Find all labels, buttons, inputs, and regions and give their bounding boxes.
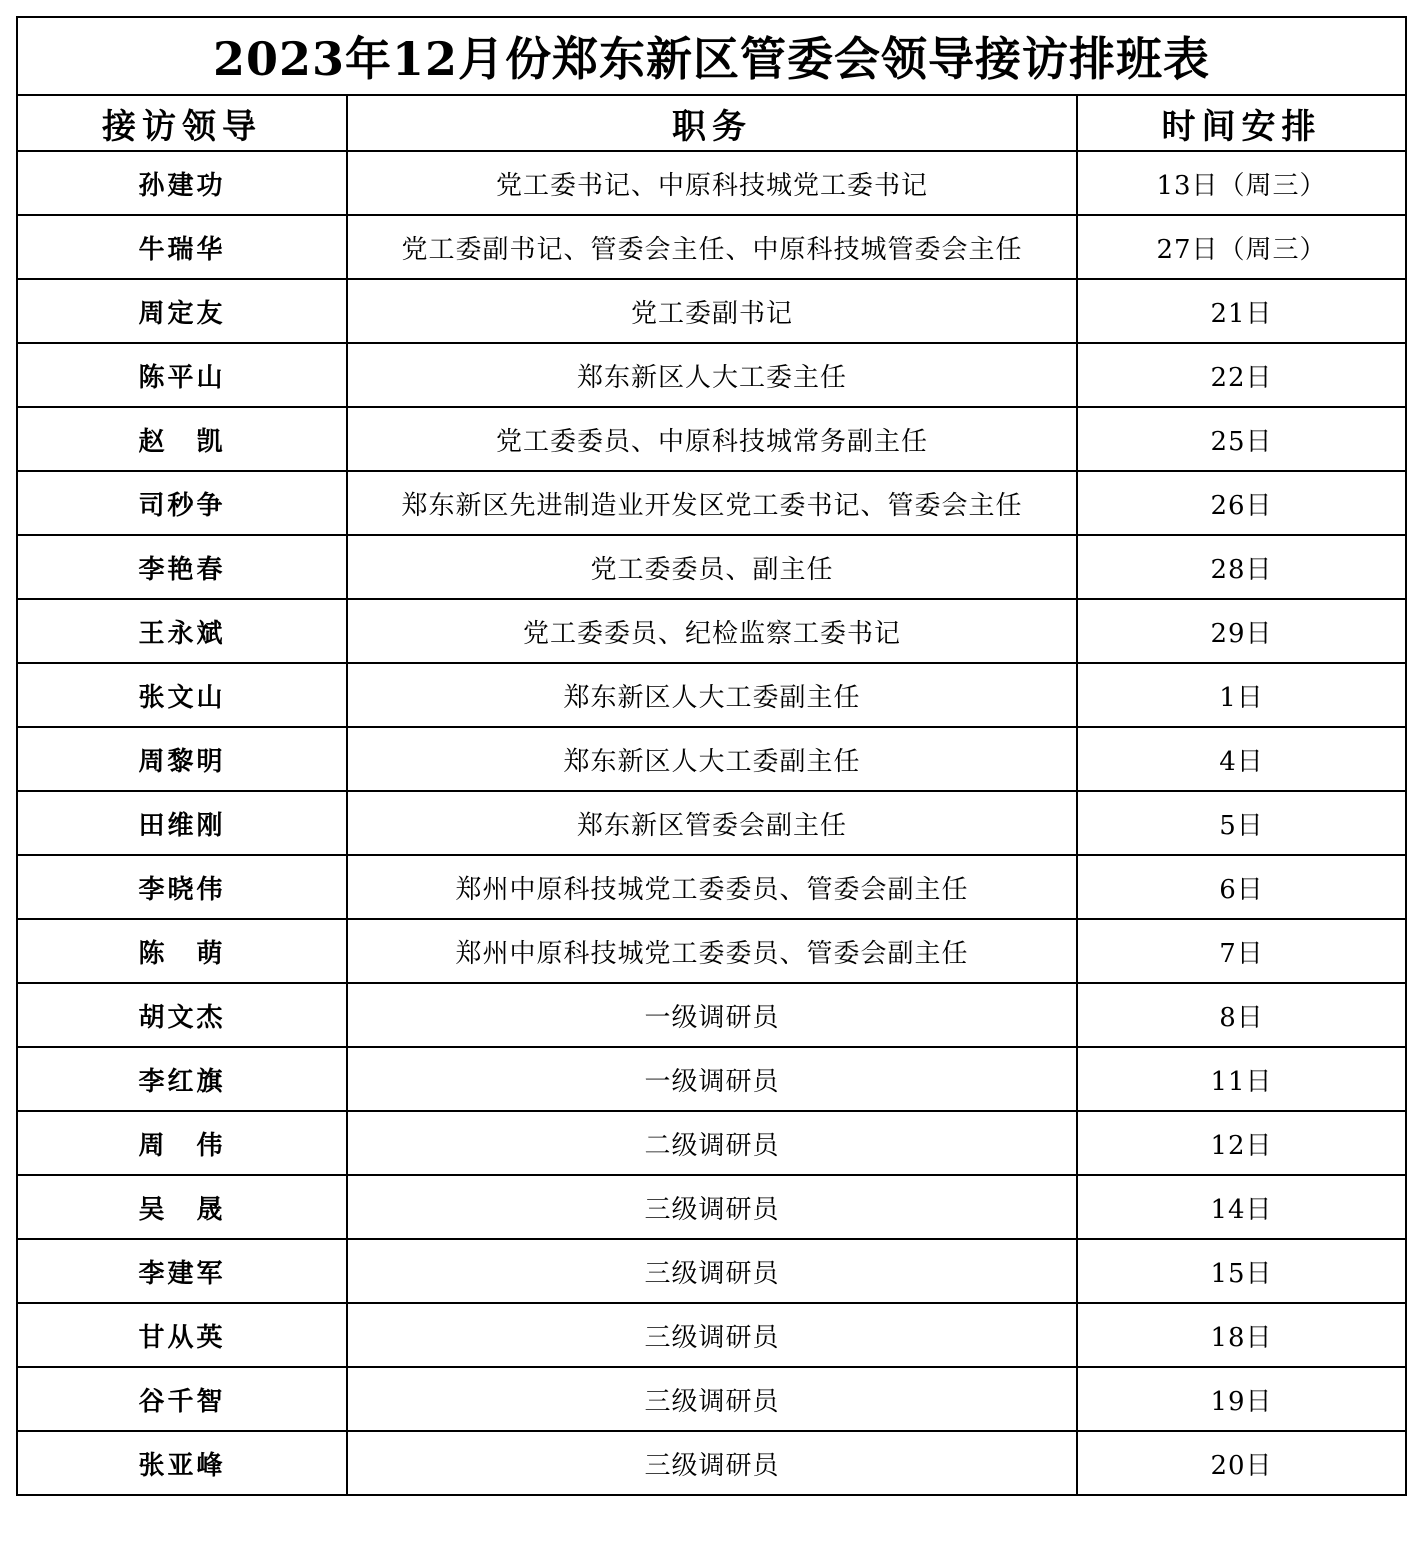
- leader-name-cell: 李建军: [17, 1239, 347, 1303]
- table-body: [17, 151, 1406, 1495]
- leader-name-cell: 周 伟: [17, 1111, 347, 1175]
- schedule-date-cell: 19日: [1077, 1367, 1406, 1431]
- table-row: [17, 1303, 1406, 1367]
- table-row: [17, 1239, 1406, 1303]
- position-cell: 三级调研员: [347, 1367, 1077, 1431]
- position-cell: 郑东新区管委会副主任: [347, 791, 1077, 855]
- leader-name-cell: 张文山: [17, 663, 347, 727]
- column-header-schedule: 时间安排: [1077, 95, 1406, 151]
- table-row: [17, 1367, 1406, 1431]
- position-cell: 二级调研员: [347, 1111, 1077, 1175]
- leader-name-cell: 李艳春: [17, 535, 347, 599]
- table-row: [17, 1111, 1406, 1175]
- position-cell: 郑东新区人大工委主任: [347, 343, 1077, 407]
- schedule-date-cell: 5日: [1077, 791, 1406, 855]
- position-cell: 党工委委员、中原科技城常务副主任: [347, 407, 1077, 471]
- schedule-date-cell: 18日: [1077, 1303, 1406, 1367]
- position-cell: 三级调研员: [347, 1239, 1077, 1303]
- table-row: [17, 535, 1406, 599]
- schedule-date-cell: 26日: [1077, 471, 1406, 535]
- position-cell: 三级调研员: [347, 1431, 1077, 1495]
- schedule-date-cell: 20日: [1077, 1431, 1406, 1495]
- schedule-date-cell: 7日: [1077, 919, 1406, 983]
- title-row: [17, 17, 1406, 95]
- leader-name-cell: 李晓伟: [17, 855, 347, 919]
- table-row: [17, 407, 1406, 471]
- position-cell: 党工委委员、纪检监察工委书记: [347, 599, 1077, 663]
- position-cell: 党工委书记、中原科技城党工委书记: [347, 151, 1077, 215]
- leader-name-cell: 孙建功: [17, 151, 347, 215]
- column-header-position: 职务: [347, 95, 1077, 151]
- leader-name-cell: 胡文杰: [17, 983, 347, 1047]
- leader-name-cell: 赵 凯: [17, 407, 347, 471]
- leader-name-cell: 张亚峰: [17, 1431, 347, 1495]
- leader-name-cell: 吴 晟: [17, 1175, 347, 1239]
- position-cell: 党工委副书记、管委会主任、中原科技城管委会主任: [347, 215, 1077, 279]
- table-row: [17, 919, 1406, 983]
- schedule-date-cell: 21日: [1077, 279, 1406, 343]
- position-cell: 郑东新区先进制造业开发区党工委书记、管委会主任: [347, 471, 1077, 535]
- schedule-date-cell: 29日: [1077, 599, 1406, 663]
- position-cell: 党工委委员、副主任: [347, 535, 1077, 599]
- schedule-date-cell: 4日: [1077, 727, 1406, 791]
- header-row: [17, 95, 1406, 151]
- schedule-date-cell: 11日: [1077, 1047, 1406, 1111]
- table-row: [17, 343, 1406, 407]
- leader-name-cell: 周黎明: [17, 727, 347, 791]
- position-cell: 郑州中原科技城党工委委员、管委会副主任: [347, 919, 1077, 983]
- table-row: [17, 215, 1406, 279]
- position-cell: 三级调研员: [347, 1175, 1077, 1239]
- schedule-date-cell: 6日: [1077, 855, 1406, 919]
- leader-name-cell: 甘从英: [17, 1303, 347, 1367]
- position-cell: 一级调研员: [347, 1047, 1077, 1111]
- leader-name-cell: 田维刚: [17, 791, 347, 855]
- table-row: [17, 151, 1406, 215]
- position-cell: 党工委副书记: [347, 279, 1077, 343]
- position-cell: 郑东新区人大工委副主任: [347, 727, 1077, 791]
- table-row: [17, 599, 1406, 663]
- schedule-date-cell: 1日: [1077, 663, 1406, 727]
- schedule-date-cell: 28日: [1077, 535, 1406, 599]
- leader-name-cell: 周定友: [17, 279, 347, 343]
- table-row: [17, 1047, 1406, 1111]
- table-row: [17, 471, 1406, 535]
- table-row: [17, 1175, 1406, 1239]
- table-row: [17, 279, 1406, 343]
- position-cell: 郑东新区人大工委副主任: [347, 663, 1077, 727]
- position-cell: 郑州中原科技城党工委委员、管委会副主任: [347, 855, 1077, 919]
- schedule-date-cell: 22日: [1077, 343, 1406, 407]
- table-row: [17, 791, 1406, 855]
- position-cell: 三级调研员: [347, 1303, 1077, 1367]
- schedule-date-cell: 13日（周三）: [1077, 151, 1406, 215]
- leader-name-cell: 司秒争: [17, 471, 347, 535]
- column-header-leader: 接访领导: [17, 95, 347, 151]
- page-title: 2023年12月份郑东新区管委会领导接访排班表: [17, 17, 1406, 95]
- schedule-date-cell: 14日: [1077, 1175, 1406, 1239]
- schedule-date-cell: 25日: [1077, 407, 1406, 471]
- schedule-date-cell: 8日: [1077, 983, 1406, 1047]
- table-row: [17, 855, 1406, 919]
- table-row: [17, 727, 1406, 791]
- leader-name-cell: 陈 萌: [17, 919, 347, 983]
- schedule-date-cell: 27日（周三）: [1077, 215, 1406, 279]
- leader-name-cell: 牛瑞华: [17, 215, 347, 279]
- table-row: [17, 663, 1406, 727]
- leader-name-cell: 陈平山: [17, 343, 347, 407]
- position-cell: 一级调研员: [347, 983, 1077, 1047]
- schedule-date-cell: 15日: [1077, 1239, 1406, 1303]
- leader-name-cell: 李红旗: [17, 1047, 347, 1111]
- leader-name-cell: 王永斌: [17, 599, 347, 663]
- leader-name-cell: 谷千智: [17, 1367, 347, 1431]
- table-row: [17, 983, 1406, 1047]
- schedule-table: [16, 16, 1407, 1496]
- table-row: [17, 1431, 1406, 1495]
- schedule-date-cell: 12日: [1077, 1111, 1406, 1175]
